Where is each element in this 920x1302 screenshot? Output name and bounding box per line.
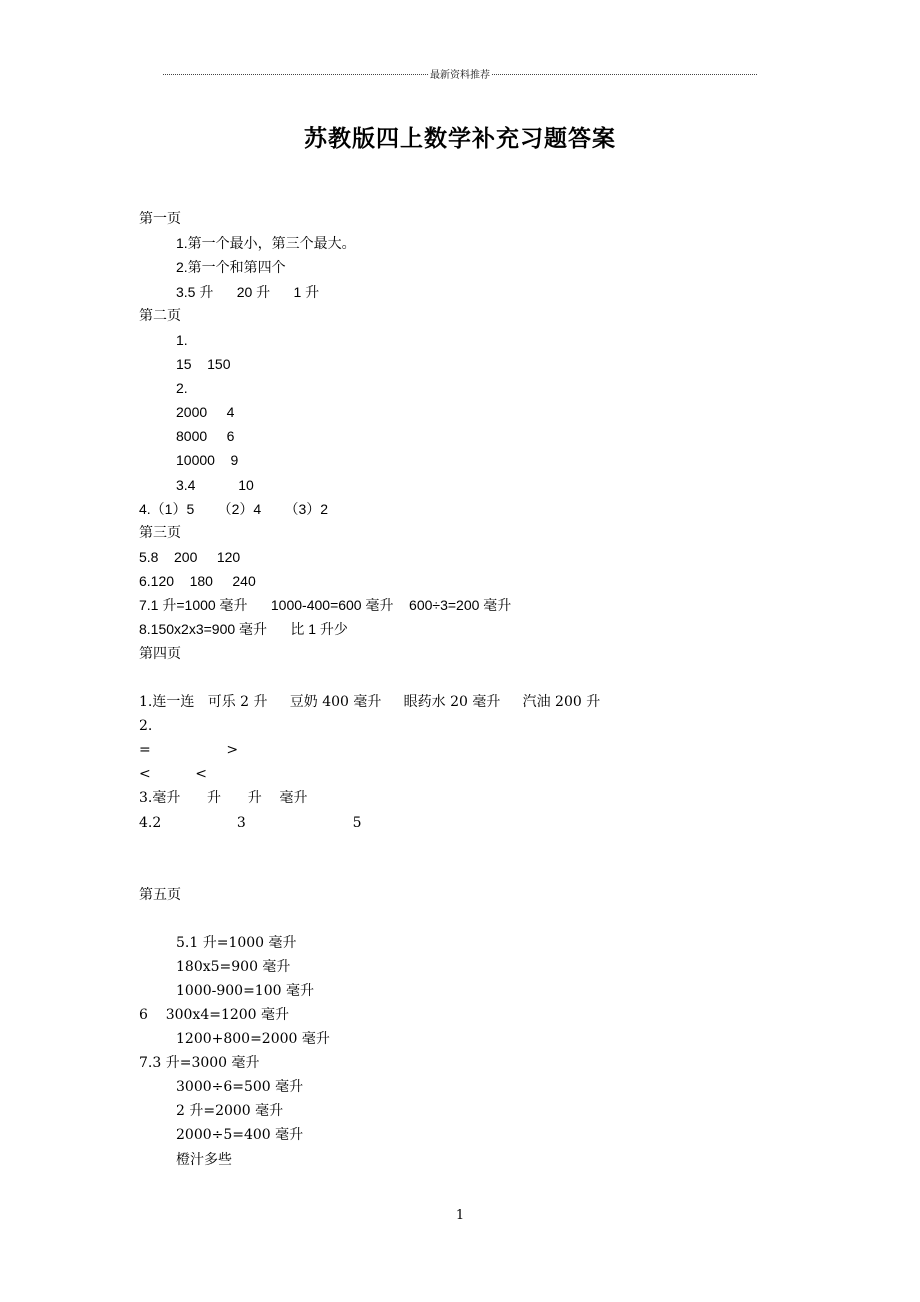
document-title: 苏教版四上数学补充习题答案 <box>304 125 616 152</box>
answer-line: 3000÷6=500 毫升 <box>176 1079 304 1095</box>
answer-line: 1200+800=2000 毫升 <box>176 1031 330 1047</box>
answer-line: 1. <box>176 332 188 348</box>
answer-line: 2000 4 <box>176 404 235 420</box>
section-heading-page4: 第四页 <box>139 646 181 662</box>
page-header <box>163 64 757 82</box>
answer-line: 2. <box>139 718 153 734</box>
answer-line: 2 升=2000 毫升 <box>176 1103 284 1119</box>
section-heading-page5: 第五页 <box>139 887 181 903</box>
answer-line: 4.2 3 5 <box>139 815 362 831</box>
answer-line: 橙汁多些 <box>176 1152 232 1168</box>
header-dotted-rule-left <box>163 74 428 75</box>
answer-line: 4.（1）5 （2）4 （3）2 <box>139 501 329 517</box>
answer-line: 1.第一个最小，第三个最大。 <box>176 235 356 251</box>
answer-line: 8.150x2x3=900 毫升 比 1 升少 <box>139 621 348 637</box>
answer-line: 3.4 10 <box>176 477 254 493</box>
answer-line: 2000÷5=400 毫升 <box>176 1127 304 1143</box>
answer-line: 1000-900=100 毫升 <box>176 983 314 999</box>
answer-line: 8000 6 <box>176 428 235 444</box>
section-heading-page1: 第一页 <box>139 211 181 227</box>
answer-line: 6.120 180 240 <box>139 573 256 589</box>
answer-line: 3.毫升 升 升 毫升 <box>139 790 308 806</box>
header-text: 最新资料推荐 <box>430 69 490 81</box>
section-heading-page2: 第二页 <box>139 308 181 324</box>
header-dotted-rule-right <box>492 74 757 75</box>
answer-line: < < <box>139 766 207 782</box>
answer-line: 5.8 200 120 <box>139 549 241 565</box>
page-number: 1 <box>455 1208 465 1223</box>
answer-line: 7.1 升=1000 毫升 1000-400=600 毫升 600÷3=200 毫升 <box>139 597 512 613</box>
answer-line: 2. <box>176 380 188 396</box>
answer-line: 15 150 <box>176 356 231 372</box>
answer-line: 180x5=900 毫升 <box>176 959 291 975</box>
answer-line: 7.3 升=3000 毫升 <box>139 1055 260 1071</box>
answer-line: 5.1 升=1000 毫升 <box>176 935 297 951</box>
section-heading-page3: 第三页 <box>139 525 181 541</box>
answer-line: 6 300x4=1200 毫升 <box>139 1007 290 1023</box>
answer-line: = > <box>139 742 239 758</box>
answer-line: 1.连一连 可乐 2 升 豆奶 400 毫升 眼药水 20 毫升 汽油 200 升 <box>139 694 601 710</box>
answer-line: 10000 9 <box>176 452 239 468</box>
answer-line: 3.5 升 20 升 1 升 <box>176 284 320 300</box>
answer-line: 2.第一个和第四个 <box>176 259 286 275</box>
